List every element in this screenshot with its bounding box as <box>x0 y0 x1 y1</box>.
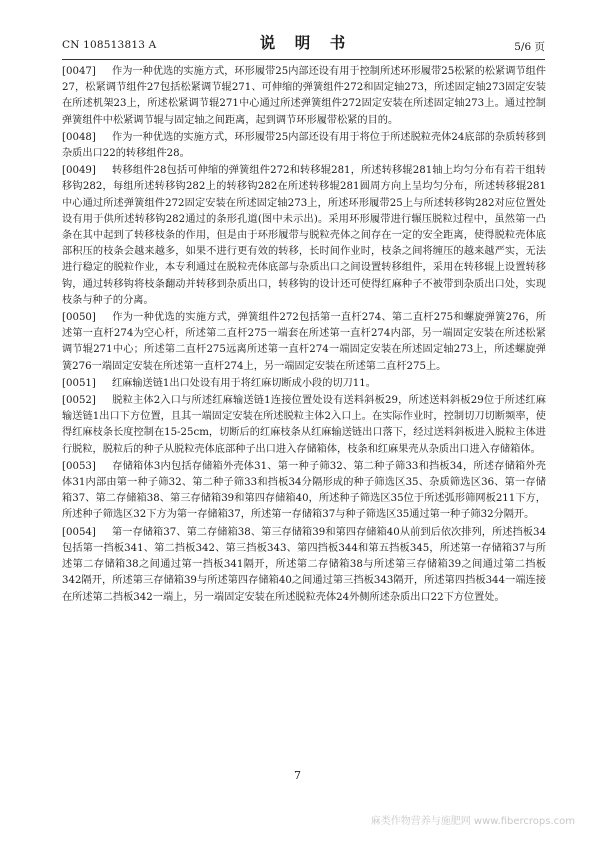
paragraph-0048 <box>62 130 546 162</box>
paragraph-tag: [0052] <box>62 395 96 407</box>
paragraph-tag: [0049] <box>62 165 96 177</box>
paragraph-text: 存储箱体3内包括存储箱外壳体31、第一种子筛32、第二种子筛33和挡板34，所述存储箱外壳体31内部由第一种子筛32、第二种子筛33和挡板34分隔形成的种子筛选区35、杂质筛选区36、第一存储箱37、第二存储箱38、第三存储箱39和第四存储箱40，所述种子筛选区35位于所述弧形筛网板211下方，所述种子筛选区32下方为第一存储箱37，所述第一存储箱37与种子筛选区35通过第一种子筛32分隔开。 <box>62 460 546 521</box>
paragraph-text: 作为一种优选的实施方式，环形履带25内部还设有用于控制所述环形履带25松紧的松紧调节组件27，松紧调节组件27包括松紧调节辊271、可伸缩的弹簧组件272和固定轴273，所述固定轴273固定安装在所述机架23上，所述松紧调节辊271中心通过所述弹簧组件272固定安装在所述固定轴273上。通过控制弹簧组件中松紧调节辊与固定轴之间距离，起到调节环形履带松紧的目的。 <box>62 66 546 126</box>
paragraph-0051 <box>62 376 546 392</box>
paragraph-tag: [0054] <box>62 526 96 538</box>
paragraph-tag: [0051] <box>62 377 96 389</box>
paragraph-0047 <box>62 64 546 129</box>
paragraph-tag: [0047] <box>62 66 96 77</box>
paragraph-text: 第一存储箱37、第二存储箱38、第三存储箱39和第四存储箱40从前到后依次排列，所述挡板34包括第一挡板341、第二挡板342、第三挡板343、第四挡板344和第五挡板345，所述第一存储箱37与所述第二存储箱38之间通过第一挡板341隔开，所述第二存储箱38与所述第三存储箱39之间通过第二挡板342隔开，所述第三存储箱39与所述第四存储箱40之间通过第三挡板343隔开，所述第四挡板344一端连接在所述第二挡板342一端上，另一端固定安装在所述脱粒壳体24外侧所述杂质出口22下方位置处。 <box>62 526 546 603</box>
page-number: 7 <box>294 769 301 782</box>
paragraph-tag: [0050] <box>62 312 96 324</box>
paragraph-0053 <box>62 459 546 524</box>
watermark: 麻类作物营养与施肥网 www.fibercrops.com <box>370 816 575 827</box>
document-id: CN 108513813 A <box>62 39 157 51</box>
paragraph-0049 <box>62 163 546 309</box>
paragraph-text: 脱粒主体2入口与所述红麻输送链1连接位置处设有送料斜板29，所述送料斜板29位于所述红麻输送链1出口下方位置，且其一端固定安装在所述脱粒主体2入口上。在实际作业时，控制切刀切断频率，使得红麻枝条长度控制在15-25cm，切断后的红麻枝条从红麻输送链出口落下，经过送料斜板进入脱粒主体进行脱粒，脱粒后的种子从脱粒壳体底部种子出口进入存储箱体，枝条和红麻果壳从杂质出口进入存储箱体。 <box>62 395 546 455</box>
paragraph-text: 作为一种优选的实施方式，弹簧组件272包括第一直杆274、第二直杆275和螺旋弹簧276，所述第一直杆274为空心杆，所述第二直杆275一端套在所述第一直杆274内部，另一端固定安装在所述松紧调节辊271中心；所述第二直杆275远离所述第一直杆274一端固定安装在所述固定轴273上，所述螺旋弹簧276一端固定安装在所述第一直杆274上，另一端固定安装在所述第二直杆275上。 <box>62 312 546 372</box>
paragraph-tag: [0053] <box>62 460 96 472</box>
paragraph-0052 <box>62 393 546 458</box>
paragraph-text: 转移组件28包括可伸缩的弹簧组件272和转移辊281，所述转移辊281轴上均匀分布有若干组转移钩282，每组所述转移钩282上的转移钩282在所述转移辊281圆周方向上呈均匀分布，所述转移辊281中心通过所述弹簧组件272固定安装在所述固定轴273上，所述环形履带25上与所述转移钩282对应位置处设有用于供所述转移钩282通过的条形孔道(图中未示出)。采用环形履带进行辗压脱粒过程中，虽然第一凸条在其中起到了转移枝条的作用，但是由于环形履带与脱粒壳体之间存在一定的安全距离，使得脱粒壳体底部积压的枝条会越来越多，如果不进行更有效的转移，长时间作业时，枝条之间将缠压的越来越严实，无法进行稳定的脱粒作业，本专利通过在脱粒壳体底部与杂质出口之间设置转移组件，采用在转移辊上设置转移钩，通过转移钩将枝条翻动并转移到杂质出口，转移钩的设计还可使得红麻种子不被带到杂质出口处，实现枝条与种子的分离。 <box>62 165 546 306</box>
page-fraction: 5/6 页 <box>514 41 545 53</box>
paragraph-0054 <box>62 525 546 606</box>
header-divider <box>62 59 545 60</box>
paragraph-text: 红麻输送链1出口处设有用于将红麻切断成小段的切刀11。 <box>112 377 376 389</box>
paragraph-text: 作为一种优选的实施方式，环形履带25内部还设有用于将位于所述脱粒壳体24底部的杂质转移到杂质出口22的转移组件28。 <box>62 131 546 160</box>
paragraph-tag: [0048] <box>62 131 96 143</box>
document-body <box>62 64 546 607</box>
page-header <box>62 26 545 58</box>
paragraph-0050 <box>62 310 546 375</box>
page-title: 说 明 书 <box>259 33 348 52</box>
